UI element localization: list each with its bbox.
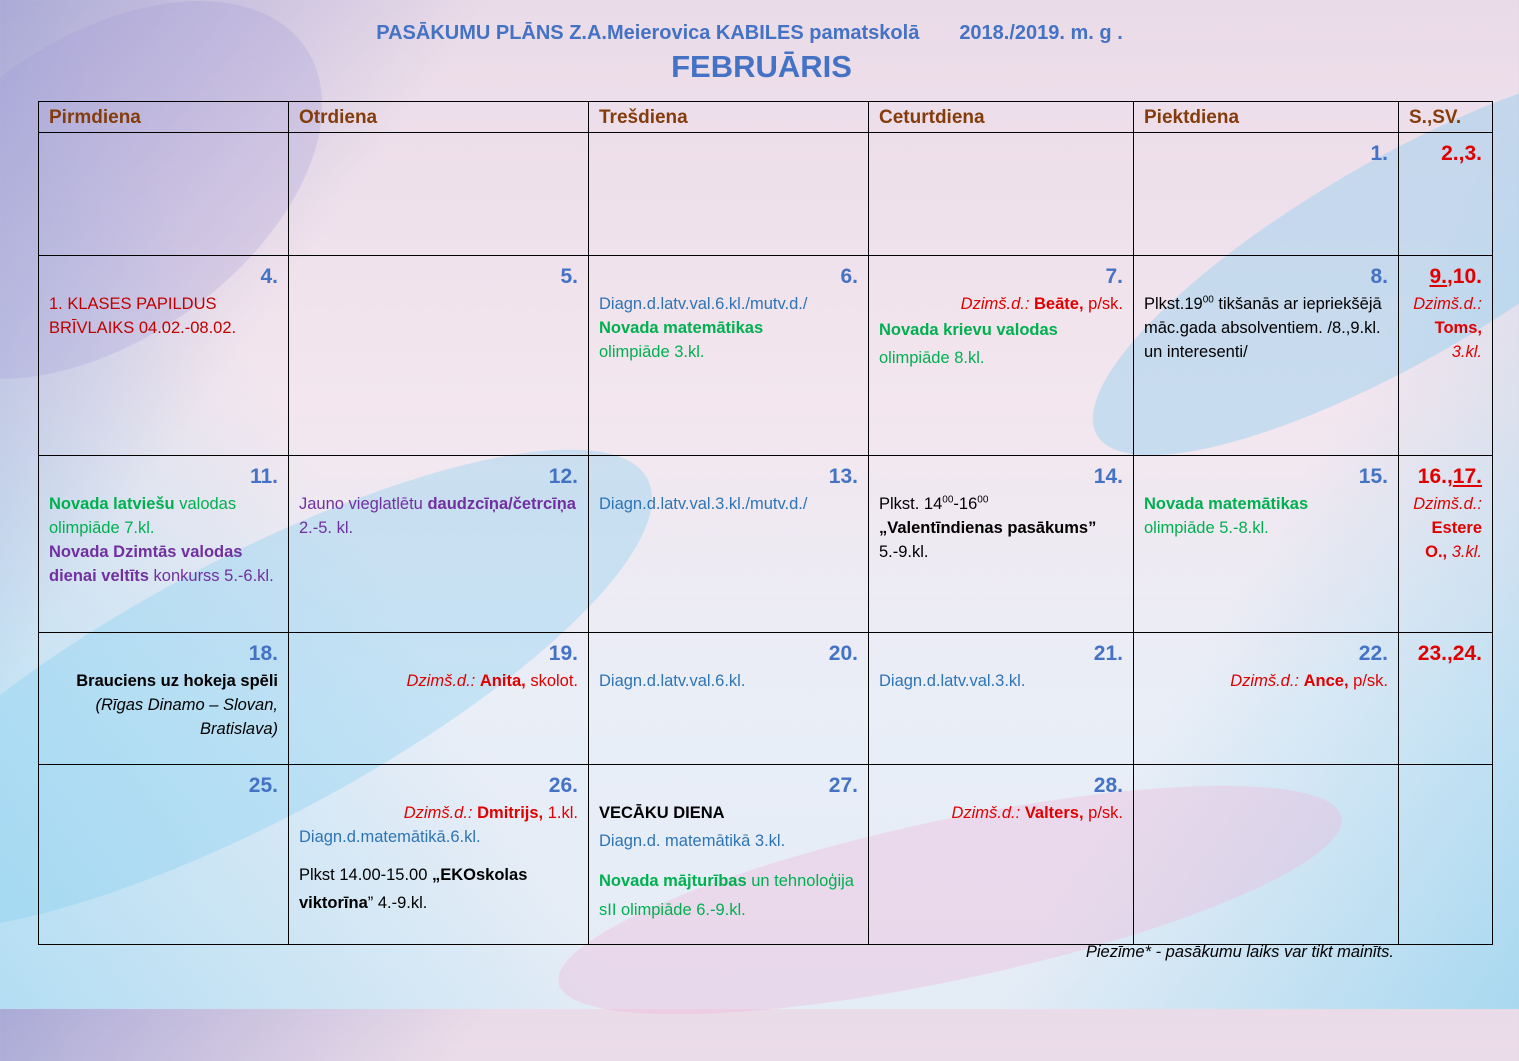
event-time: Plkst 14.00-15.00 <box>299 866 432 884</box>
day-cell <box>1134 456 1399 633</box>
event-text: Diagn.d. matemātikā 3.kl. <box>599 832 786 850</box>
day-cell <box>1134 133 1399 256</box>
day-number-part: ,10. <box>1446 265 1482 288</box>
event-text: Diagn.d.latv.val.6.kl. <box>599 672 746 690</box>
event-text: olimpiāde 3.kl. <box>599 343 705 361</box>
birthday-name: Dmitrijs, <box>477 804 544 822</box>
event-text <box>49 492 278 540</box>
event-text <box>599 867 858 925</box>
day-cell <box>869 456 1134 633</box>
day-number: 19. <box>548 642 578 665</box>
event-text: Diagn.d.latv.val.6.kl./mutv.d./ <box>599 295 808 313</box>
day-number-part: 17. <box>1452 465 1482 488</box>
header-friday: Piektdiena <box>1134 102 1399 133</box>
day-cell <box>1134 633 1399 765</box>
event-text: olimpiāde 8.kl. <box>879 349 985 367</box>
birthday-class: skolot. <box>530 672 578 690</box>
event-text: Novada matemātikas <box>1144 495 1309 513</box>
header-monday: Pirmdiena <box>39 102 289 133</box>
event-title: daudzcīņa/četrcīņa <box>427 495 576 513</box>
day-number: 1. <box>1370 142 1388 165</box>
day-number: 7. <box>1105 265 1123 288</box>
day-cell <box>589 633 869 765</box>
birthday-label: Dzimš.d.: <box>1230 672 1300 690</box>
birthday-line <box>1144 669 1388 693</box>
birthday-name: Ance, <box>1303 672 1349 690</box>
event-time-part: Plkst. 14 <box>879 495 943 513</box>
day-number: 15. <box>1358 465 1388 488</box>
school-year: 2018./2019. m. g . <box>959 22 1123 44</box>
event-title: VECĀKU DIENA <box>599 804 725 822</box>
week-row <box>39 133 1493 256</box>
event-time-part: -16 <box>953 495 978 513</box>
weekend-cell <box>1399 456 1493 633</box>
day-cell <box>39 765 289 945</box>
event-title: Novada mājturības <box>599 872 747 890</box>
day-number: 8. <box>1370 265 1388 288</box>
day-cell <box>39 633 289 765</box>
day-number: 6. <box>840 265 858 288</box>
birthday-label: Dzimš.d.: <box>951 804 1021 822</box>
event-classes: 5.-9.kl. <box>879 543 929 561</box>
day-number: 22. <box>1358 642 1388 665</box>
day-cell <box>589 765 869 945</box>
day-cell <box>1134 256 1399 456</box>
event-title: „EKOskolas viktorīna <box>299 866 528 912</box>
birthday-name: Estere <box>1431 519 1482 537</box>
event-description: tikšanās ar iepriekšējā māc.gada absolventiem. /8.,9.kl. un interesenti/ <box>1144 295 1382 361</box>
day-number: 26. <box>548 774 578 797</box>
event-text: 1. KLASES PAPILDUS BRĪVLAIKS 04.02.-08.02. <box>49 295 237 337</box>
birthday-line <box>299 801 578 825</box>
event-title: Novada Dzimtās valodas dienai veltīts <box>49 543 243 585</box>
birthday-class: p/sk. <box>1353 672 1388 690</box>
event-time-sup: 00 <box>1202 294 1214 306</box>
event-text <box>1144 292 1388 364</box>
birthday-line <box>1409 540 1482 564</box>
day-number: 21. <box>1093 642 1123 665</box>
birthday-line <box>299 669 578 693</box>
day-number <box>1409 462 1482 492</box>
week-row <box>39 256 1493 456</box>
day-number: 12. <box>548 465 578 488</box>
empty-day-cell <box>39 133 289 256</box>
day-number: 18. <box>248 642 278 665</box>
day-number: 25. <box>248 774 278 797</box>
day-number-part: 16., <box>1417 465 1453 488</box>
day-number: 5. <box>560 265 578 288</box>
day-cell <box>589 456 869 633</box>
header-thursday: Ceturtdiena <box>869 102 1134 133</box>
event-time-sup: 00 <box>942 494 954 506</box>
birthday-label: Dzimš.d.: <box>960 295 1030 313</box>
event-text: Diagn.d.latv.val.3.kl./mutv.d./ <box>599 495 808 513</box>
day-cell <box>289 765 589 945</box>
birthday-label: Dzimš.d.: <box>1413 295 1482 313</box>
birthday-class: p/sk. <box>1088 295 1123 313</box>
day-cell <box>869 256 1134 456</box>
month-title: FEBRUĀRIS <box>671 49 852 84</box>
event-title: Novada latviešu <box>49 495 175 513</box>
event-time <box>879 492 1123 516</box>
day-cell <box>39 456 289 633</box>
day-number: 13. <box>828 465 858 488</box>
day-number: 28. <box>1093 774 1123 797</box>
birthday-label: Dzimš.d.: <box>406 672 476 690</box>
day-number-part: 9. <box>1429 265 1447 288</box>
day-number: 4. <box>260 265 278 288</box>
event-classes: ” 4.-9.kl. <box>367 894 428 912</box>
week-row <box>39 633 1493 765</box>
page-header <box>0 22 1519 85</box>
birthday-class: 3.kl. <box>1451 343 1482 361</box>
event-text <box>49 540 278 588</box>
empty-day-cell <box>1399 765 1493 945</box>
event-text <box>299 861 578 917</box>
birthday-name: O., <box>1425 543 1448 561</box>
day-cell <box>289 633 589 765</box>
day-number <box>1409 262 1482 292</box>
plan-title-line <box>0 22 1519 45</box>
empty-day-cell <box>589 133 869 256</box>
event-time: Plkst.19 <box>1144 295 1203 313</box>
weekend-cell <box>1399 633 1493 765</box>
event-title: Brauciens uz hokeja spēli <box>76 672 278 690</box>
birthday-name: Valters, <box>1024 804 1084 822</box>
birthday-line <box>879 292 1123 316</box>
day-number: 20. <box>828 642 858 665</box>
day-number: 27. <box>828 774 858 797</box>
day-cell <box>289 256 589 456</box>
day-cell <box>289 456 589 633</box>
event-text: olimpiāde 5.-8.kl. <box>1144 519 1269 537</box>
event-description: konkurss 5.-6.kl. <box>148 567 274 585</box>
day-cell <box>39 256 289 456</box>
header-wednesday: Trešdiena <box>589 102 869 133</box>
plan-title: PASĀKUMU PLĀNS Z.A.Meierovica KABILES pamatskolā <box>376 22 920 44</box>
event-text: Novada krievu valodas <box>879 321 1058 339</box>
birthday-name: Beāte, <box>1034 295 1084 313</box>
empty-day-cell <box>1134 765 1399 945</box>
event-time-sup: 00 <box>977 494 989 506</box>
event-description: (Rīgas Dinamo – Slovan, Bratislava) <box>95 696 278 738</box>
week-row <box>39 765 1493 945</box>
day-number: 23.,24. <box>1417 642 1482 665</box>
event-description: un tehnoloģija sII olimpiāde 6.-9.kl. <box>599 872 854 919</box>
header-weekend: S.,SV. <box>1399 102 1493 133</box>
event-description: 2.-5. kl. <box>299 519 354 537</box>
day-number: 14. <box>1093 465 1123 488</box>
footer-note: Piezīme* - pasākumu laiks var tikt mainīts. <box>1085 943 1394 961</box>
event-text <box>299 492 578 540</box>
header-tuesday: Otrdiena <box>289 102 589 133</box>
event-text: Diagn.d.matemātikā.6.kl. <box>299 828 481 846</box>
event-text: Diagn.d.latv.val.3.kl. <box>879 672 1026 690</box>
birthday-class: p/sk. <box>1088 804 1123 822</box>
empty-day-cell <box>869 133 1134 256</box>
day-cell <box>869 633 1134 765</box>
birthday-class: 3.kl. <box>1451 543 1482 561</box>
day-number: 11. <box>249 465 278 488</box>
day-cell <box>869 765 1134 945</box>
birthday-label: Dzimš.d.: <box>1413 495 1482 513</box>
event-title: „Valentīndienas pasākums” <box>879 519 1097 537</box>
weekend-cell <box>1399 133 1493 256</box>
empty-day-cell <box>289 133 589 256</box>
event-text: Novada matemātikas <box>599 319 764 337</box>
birthday-name: Toms, <box>1434 319 1482 337</box>
birthday-line <box>879 801 1123 825</box>
calendar-table <box>38 101 1493 945</box>
event-description: valodas olimpiāde 7.kl. <box>49 495 237 537</box>
weekend-cell <box>1399 256 1493 456</box>
birthday-name: Anita, <box>479 672 526 690</box>
event-description: Jauno vieglatlētu <box>299 495 428 513</box>
birthday-class: 1.kl. <box>547 804 578 822</box>
day-number: 2.,3. <box>1441 142 1482 165</box>
birthday-label: Dzimš.d.: <box>403 804 473 822</box>
weekday-header-row <box>39 102 1493 133</box>
week-row <box>39 456 1493 633</box>
day-cell <box>589 256 869 456</box>
